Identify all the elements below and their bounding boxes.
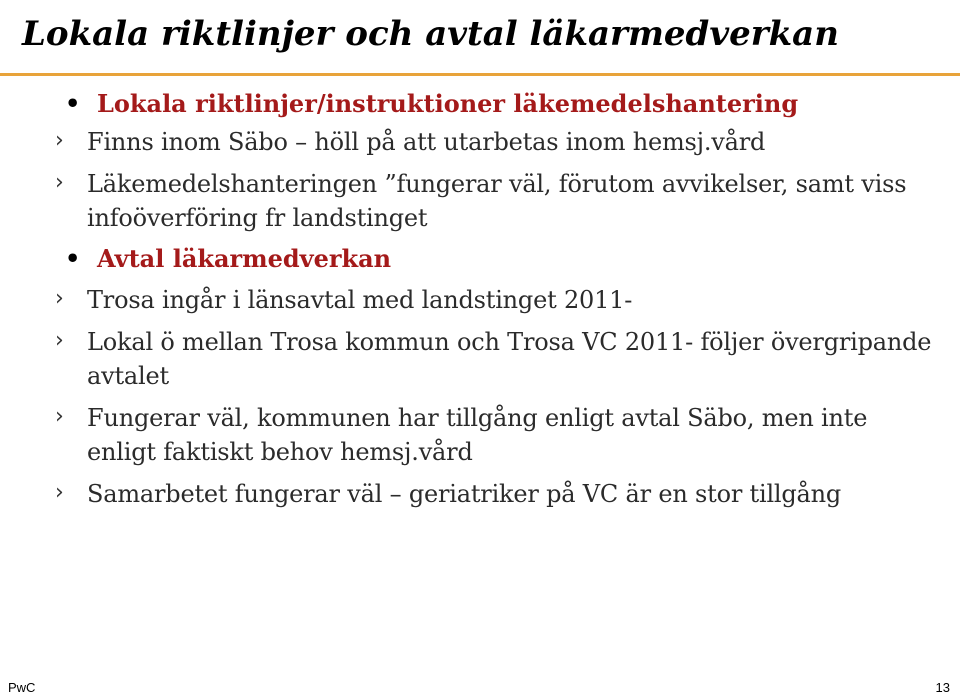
- slide-content: [0, 84, 960, 511]
- section-heading-riktlinjer: [0, 88, 960, 119]
- list-item: [0, 401, 960, 469]
- section-heading-label: Avtal läkarmedverkan: [97, 244, 392, 274]
- chevron-right-icon: ›: [55, 170, 64, 196]
- slide-title: Lokala riktlinjer och avtal läkarmedverkan: [22, 14, 839, 54]
- chevron-right-icon: ›: [55, 327, 64, 353]
- list-item-text: Fungerar väl, kommunen har tillgång enligt avtal Säbo, men inte enligt faktiskt behov hemsj.vård: [87, 403, 868, 466]
- list-item: [0, 125, 960, 159]
- chevron-right-icon: ›: [55, 128, 64, 154]
- chevron-right-icon: ›: [55, 403, 64, 429]
- list-item: [0, 167, 960, 235]
- bullet-icon: •: [65, 244, 81, 274]
- list-item-text: Lokal ö mellan Trosa kommun och Trosa VC 2011- följer övergripande avtalet: [87, 327, 932, 390]
- chevron-right-icon: ›: [55, 480, 64, 505]
- list-item: [0, 283, 960, 317]
- chevron-right-icon: ›: [55, 285, 64, 311]
- footer-brand: PwC: [8, 680, 36, 695]
- title-divider: [0, 73, 960, 76]
- list-item-text: Finns inom Säbo – höll på att utarbetas inom hemsj.vård: [87, 128, 766, 157]
- list-item-text: Samarbetet fungerar väl – geriatriker på VC är en stor tillgång: [87, 480, 842, 508]
- list-item: [0, 477, 960, 511]
- list-item-text: Läkemedelshanteringen ”fungerar väl, förutom avvikelser, samt viss infoöverföring fr landstinget: [87, 170, 907, 233]
- page-number: 13: [935, 680, 950, 695]
- bullet-icon: •: [65, 89, 81, 118]
- section-heading-avtal: [0, 243, 960, 274]
- list-item: [0, 325, 960, 393]
- list-item-text: Trosa ingår i länsavtal med landstinget 2011-: [87, 285, 633, 314]
- section-heading-label: Lokala riktlinjer/instruktioner läkemedelshantering: [97, 89, 799, 118]
